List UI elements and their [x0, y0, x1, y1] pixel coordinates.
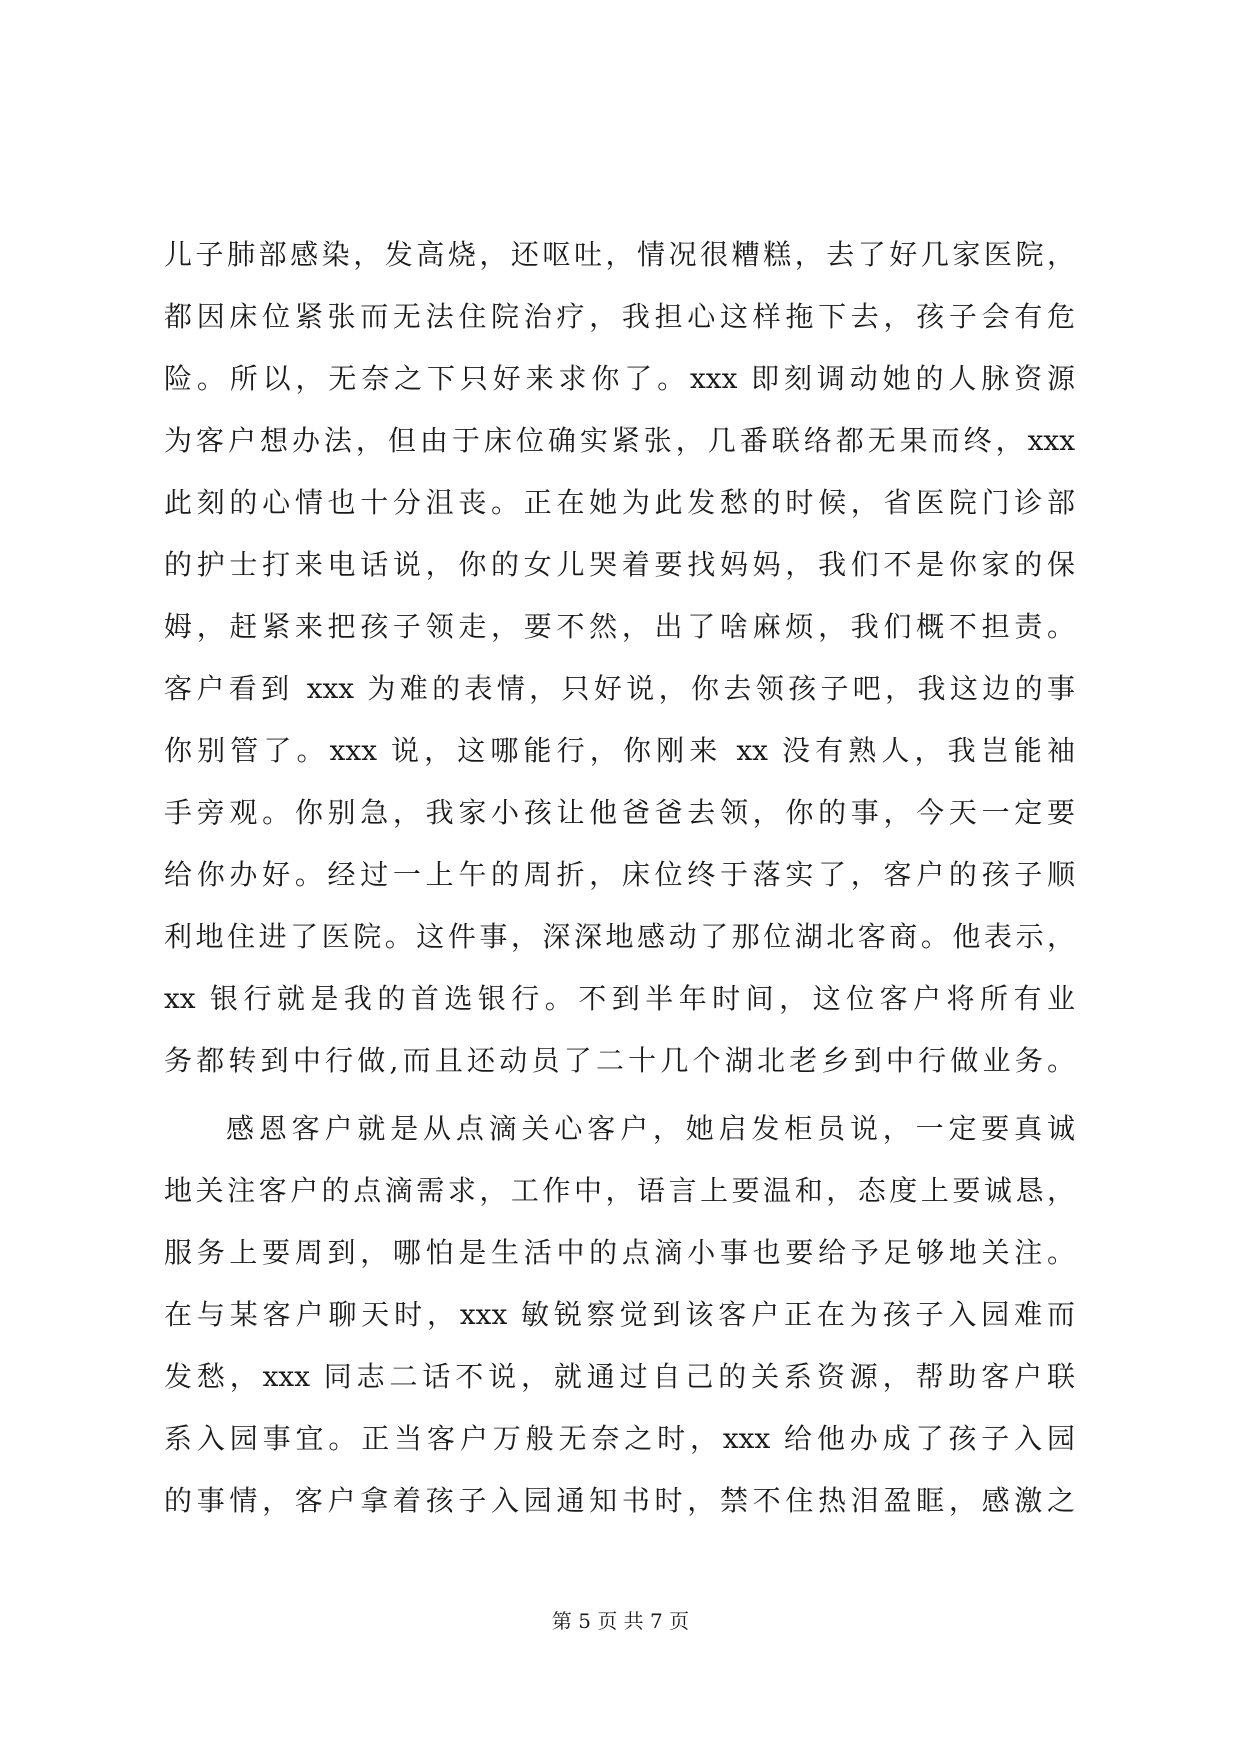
paragraph — [164, 1098, 1075, 1532]
text-line: 险。所以，无奈之下只好来求你了。xxx 即刻调动她的人脉资源 — [164, 362, 1075, 395]
text-line: 儿子肺部感染，发高烧，还呕吐，情况很糟糕，去了好几家医院， — [164, 238, 1075, 271]
text-line: 此刻的心情也十分沮丧。正在她为此发愁的时候，省医院门诊部 — [164, 486, 1075, 519]
text-line: 为客户想办法，但由于床位确实紧张，几番联络都无果而终，xxx — [164, 424, 1075, 457]
page-footer — [0, 1606, 1241, 1636]
text-line: 系入园事宜。正当客户万般无奈之时，xxx 给他办成了孩子入园 — [164, 1422, 1075, 1455]
text-line: 手旁观。你别急，我家小孩让他爸爸去领，你的事，今天一定要 — [164, 796, 1075, 829]
text-line: 利地住进了医院。这件事，深深地感动了那位湖北客商。他表示， — [164, 920, 1075, 953]
text-line: 姆，赶紧来把孩子领走，要不然，出了啥麻烦，我们概不担责。 — [164, 610, 1075, 643]
text-line: 给你办好。经过一上午的周折，床位终于落实了，客户的孩子顺 — [164, 858, 1075, 891]
text-line: xx 银行就是我的首选银行。不到半年时间，这位客户将所有业 — [164, 982, 1075, 1015]
text-line: 在与某客户聊天时，xxx 敏锐察觉到该客户正在为孩子入园难而 — [164, 1298, 1075, 1331]
text-line-indented: 感恩客户就是从点滴关心客户，她启发柜员说，一定要真诚 — [226, 1112, 1075, 1145]
text-line: 务都转到中行做,而且还动员了二十几个湖北老乡到中行做业务。 — [164, 1044, 1075, 1077]
document-body — [164, 224, 1075, 1532]
text-line: 发愁，xxx 同志二话不说，就通过自己的关系资源，帮助客户联 — [164, 1360, 1075, 1393]
text-line: 地关注客户的点滴需求，工作中，语言上要温和，态度上要诚恳， — [164, 1174, 1075, 1207]
paragraph — [164, 224, 1075, 1092]
text-line: 的事情，客户拿着孩子入园通知书时，禁不住热泪盈眶，感激之 — [164, 1484, 1075, 1517]
text-line: 你别管了。xxx 说，这哪能行，你刚来 xx 没有熟人，我岂能袖 — [164, 734, 1075, 767]
text-line: 服务上要周到，哪怕是生活中的点滴小事也要给予足够地关注。 — [164, 1236, 1075, 1269]
text-line: 的护士打来电话说，你的女儿哭着要找妈妈，我们不是你家的保 — [164, 548, 1075, 581]
text-line: 客户看到 xxx 为难的表情，只好说，你去领孩子吧，我这边的事 — [164, 672, 1075, 705]
page-number: 第 5 页 共 7 页 — [551, 1609, 690, 1633]
text-line: 都因床位紧张而无法住院治疗，我担心这样拖下去，孩子会有危 — [164, 300, 1075, 333]
